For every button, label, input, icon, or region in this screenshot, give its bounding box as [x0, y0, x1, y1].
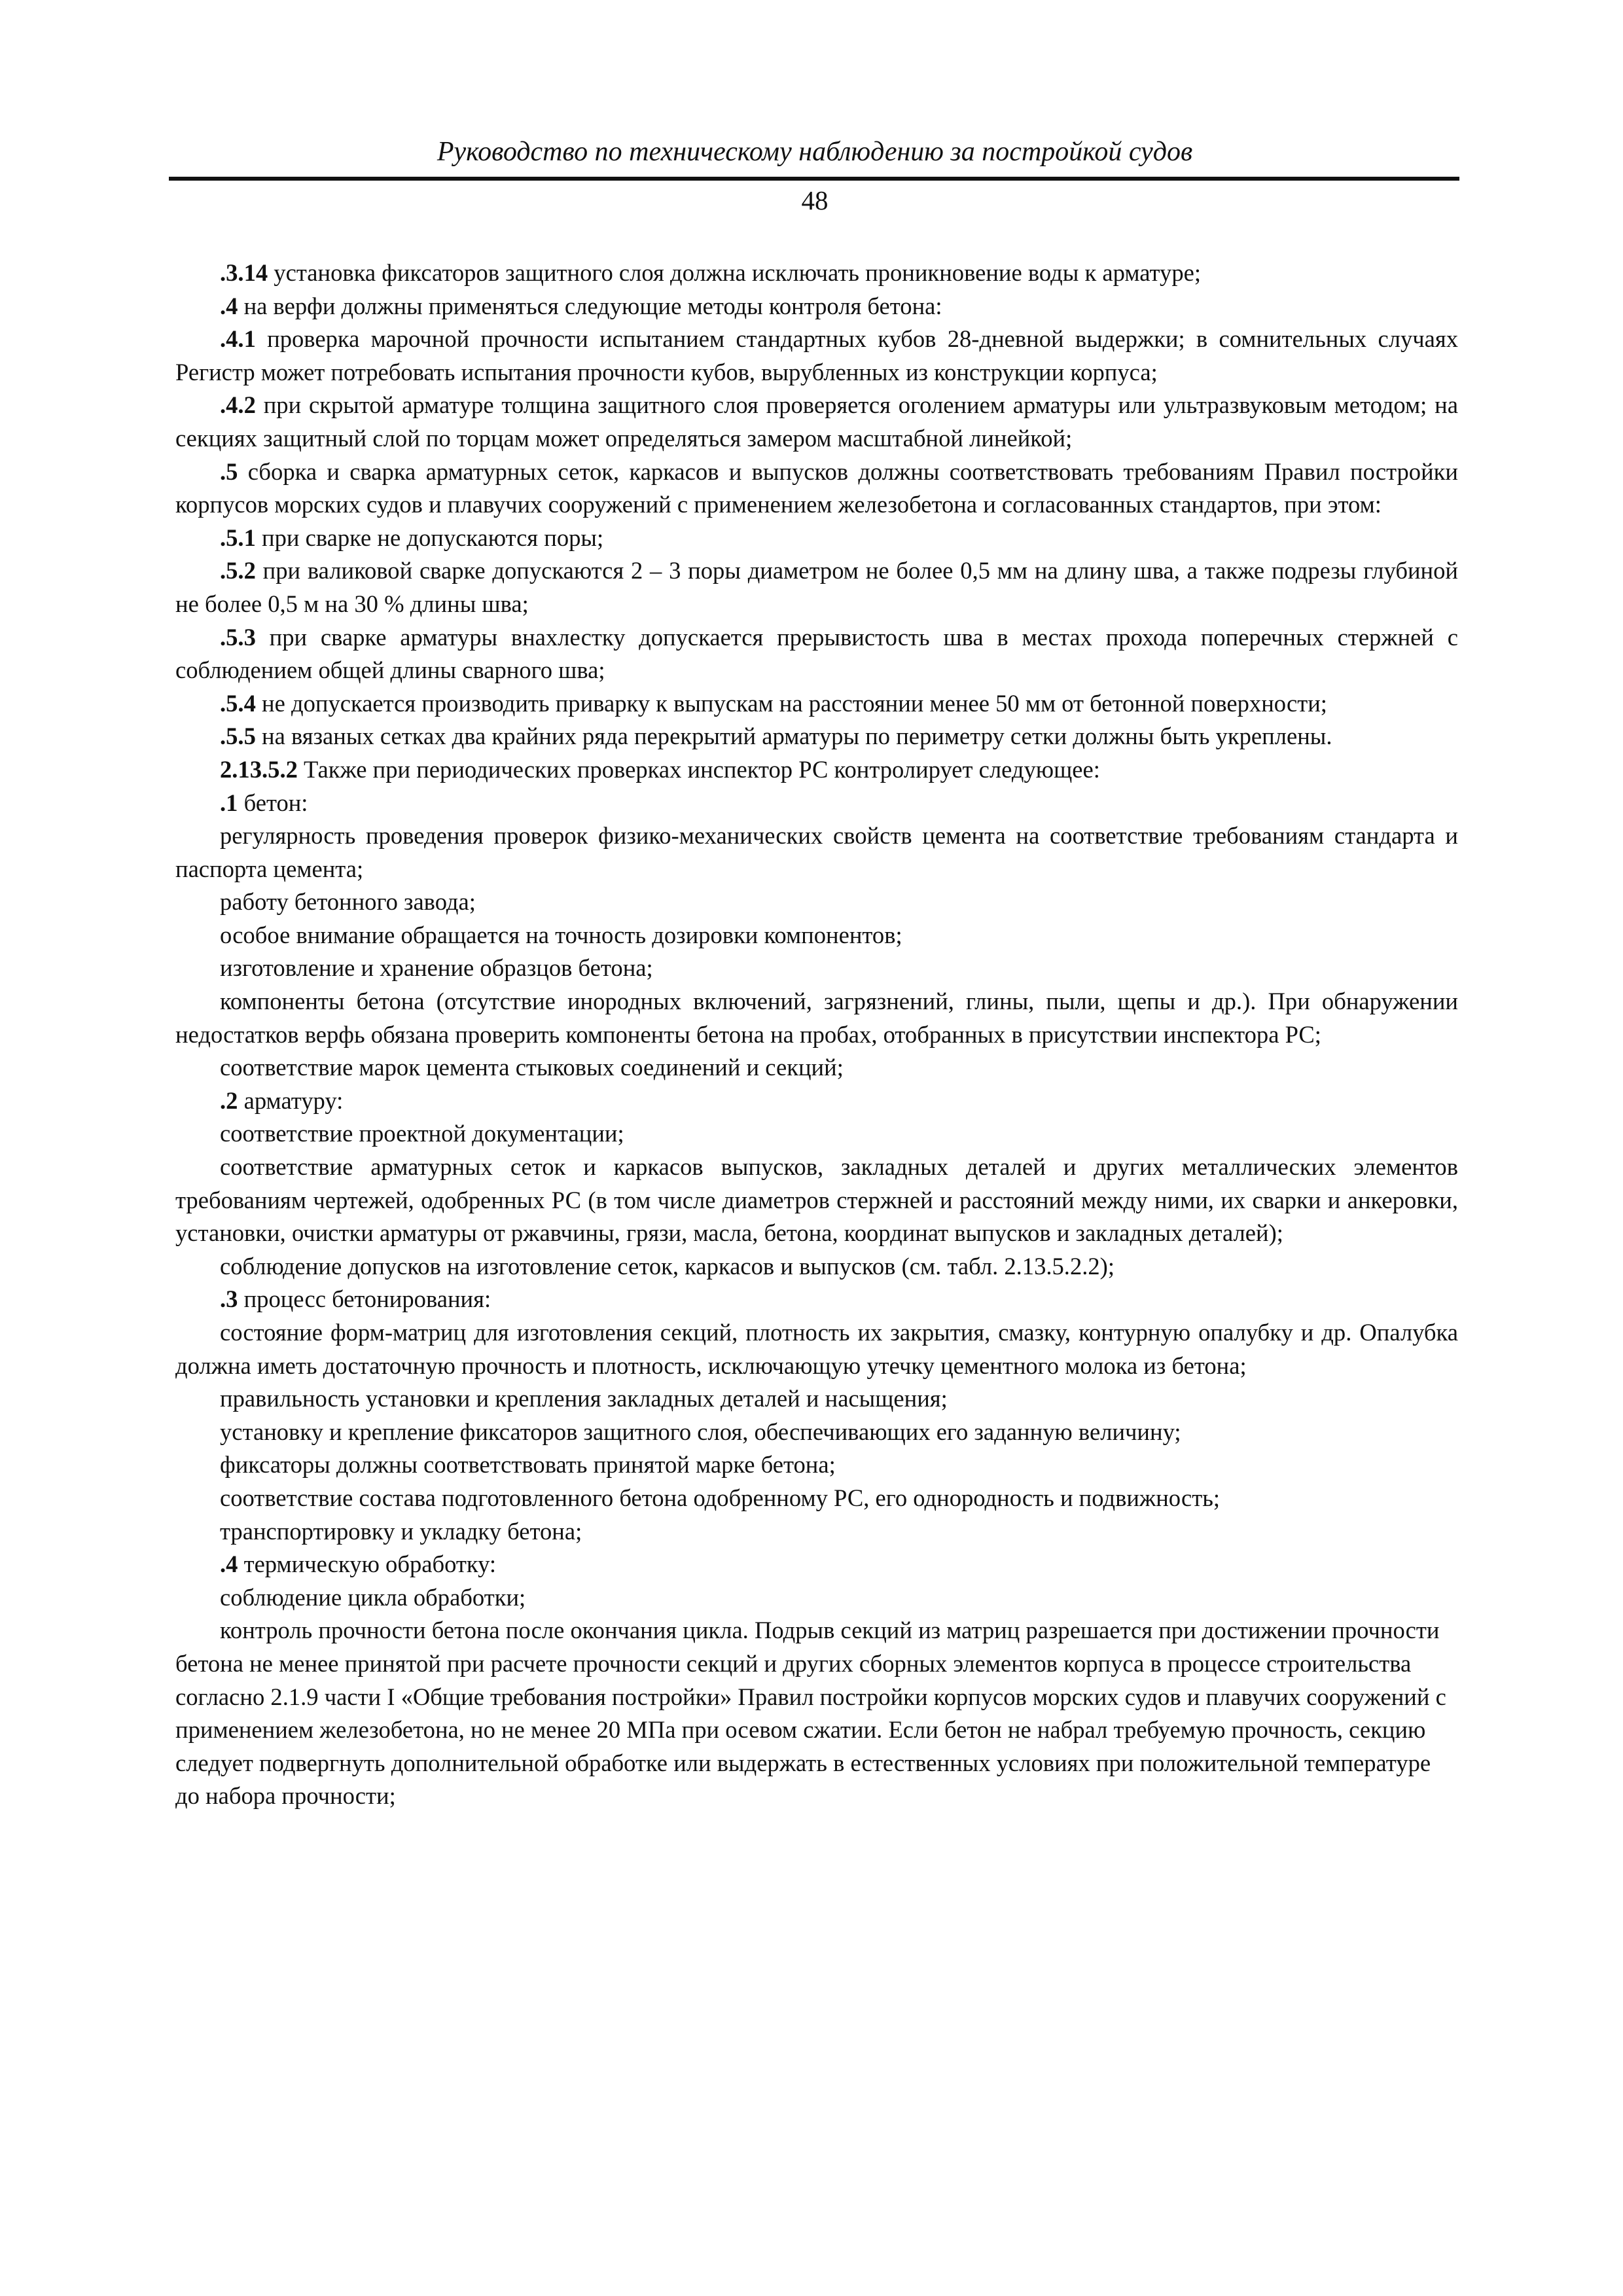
paragraph-text: бетон: — [238, 789, 308, 816]
paragraph — [175, 1515, 1458, 1549]
paragraph-text: правильность установки и крепления закладных деталей и насыщения; — [220, 1385, 948, 1412]
paragraph — [175, 1614, 1458, 1813]
clause-number: .3 — [220, 1285, 238, 1313]
paragraph-text: на верфи должны применяться следующие методы контроля бетона: — [238, 292, 942, 319]
paragraph — [175, 1416, 1458, 1449]
page-number: 48 — [801, 185, 829, 215]
paragraph — [175, 1250, 1458, 1283]
clause-number: .4 — [220, 292, 238, 319]
paragraph-text: арматуру: — [238, 1086, 344, 1114]
clause-number: .4.1 — [220, 325, 256, 353]
paragraph — [175, 1482, 1458, 1515]
paragraph — [175, 554, 1458, 620]
paragraph — [175, 720, 1458, 753]
clause-number: .1 — [220, 789, 238, 816]
clause-number: .5.3 — [220, 623, 256, 651]
paragraph — [175, 1448, 1458, 1482]
paragraph-text: не допускается производить приварку к выпускам на расстоянии менее 50 мм от бетонной поверхности; — [255, 689, 1327, 717]
paragraph-text: состояние форм-матриц для изготовления секций, плотность их закрытия, смазку, контурную опалубку и др. Опалубка должна иметь достаточную прочность и плотность, исключающую утечку цементного молока из бетона; — [175, 1319, 1458, 1379]
clause-number: .3.14 — [220, 259, 268, 286]
paragraph — [175, 1548, 1458, 1581]
clause-number: .5.1 — [220, 524, 256, 551]
paragraph-text: фиксаторы должны соответствовать принятой марке бетона; — [220, 1451, 836, 1479]
paragraph — [175, 1382, 1458, 1416]
header-divider — [169, 177, 1459, 181]
paragraph — [175, 257, 1458, 290]
paragraph-text: термическую обработку: — [238, 1551, 497, 1578]
paragraph — [175, 753, 1458, 787]
paragraph-text: при сварке не допускаются поры; — [255, 524, 604, 551]
document-body — [175, 257, 1458, 1813]
clause-number: .2 — [220, 1086, 238, 1114]
paragraph-text: контроль прочности бетона после окончания цикла. Подрыв секций из матриц разрешается при достижении прочности бетона не менее принятой при расчете прочности секций и других сборных элементов корпуса в процессе строительства согласно 2.1.9 части I «Общие требования постройки» Правил постройки корпусов морских судов и плавучих сооружений с применением железобетона, но не менее 20 МПа при осевом сжатии. Если бетон не набрал требуемую прочность, секцию следует подвергнуть дополнительной обработке или выдержать в естественных условиях при положительной температуре до набора прочности; — [175, 1617, 1446, 1810]
paragraph — [175, 1581, 1458, 1615]
paragraph — [175, 323, 1458, 389]
paragraph — [175, 456, 1458, 522]
paragraph — [175, 290, 1458, 323]
paragraph-text: работу бетонного завода; — [220, 888, 476, 916]
paragraph — [175, 1117, 1458, 1151]
clause-number: .4 — [220, 1551, 238, 1578]
paragraph-text: регулярность проведения проверок физико-механических свойств цемента на соответствие требованиям стандарта и паспорта цемента; — [175, 822, 1458, 882]
paragraph — [175, 389, 1458, 455]
clause-number: .5.4 — [220, 689, 256, 717]
clause-number: 2.13.5.2 — [220, 755, 298, 783]
paragraph-text: при скрытой арматуре толщина защитного слоя проверяется оголением арматуры или ультразвуковым методом; на секциях защитный слой по торцам может определяться замером масштабной линейкой; — [175, 391, 1458, 452]
paragraph-text: соответствие арматурных сеток и каркасов выпусков, закладных деталей и других металлических элементов требованиям чертежей, одобренных РС (в том числе диаметров стержней и расстояний между ними, их сварки и анкеровки, установки, очистки арматуры от ржавчины, грязи, масла, бетона, координат выпусков и закладных деталей); — [175, 1153, 1458, 1247]
clause-number: .4.2 — [220, 391, 256, 419]
paragraph-text: соответствие марок цемента стыковых соединений и секций; — [220, 1054, 844, 1081]
paragraph-text: соответствие состава подготовленного бетона одобренному РС, его однородность и подвижность; — [220, 1484, 1221, 1511]
clause-number: .5.2 — [220, 557, 256, 584]
paragraph-text: компоненты бетона (отсутствие инородных включений, загрязнений, глины, пыли, щепы и др.). При обнаружении недостатков верфь обязана проверить компоненты бетона на пробах, отобранных в присутствии инспектора РС; — [175, 988, 1458, 1048]
paragraph — [175, 1316, 1458, 1382]
paragraph-text: установку и крепление фиксаторов защитного слоя, обеспечивающих его заданную величину; — [220, 1418, 1181, 1445]
paragraph-text: соответствие проектной документации; — [220, 1120, 624, 1147]
paragraph-text: при сварке арматуры внахлестку допускается прерывистость шва в местах прохода поперечных стержней с соблюдением общей длины сварного шва; — [175, 623, 1458, 684]
paragraph-text: соблюдение цикла обработки; — [220, 1583, 526, 1611]
paragraph-text: при валиковой сварке допускаются 2 – 3 поры диаметром не более 0,5 мм на длину шва, а также подрезы глубиной не более 0,5 м на 30 % длины шва; — [175, 557, 1458, 617]
paragraph-text: проверка марочной прочности испытанием стандартных кубов 28-дневной выдержки; в сомнительных случаях Регистр может потребовать испытания прочности кубов, вырубленных из конструкции корпуса; — [175, 325, 1458, 386]
clause-number: .5 — [220, 457, 238, 485]
paragraph — [175, 1151, 1458, 1250]
paragraph-text: установка фиксаторов защитного слоя должна исключать проникновение воды к арматуре; — [268, 259, 1202, 286]
running-header-title: Руководство по техническому наблюдению за постройкой судов — [437, 137, 1193, 167]
paragraph-text: процесс бетонирования: — [238, 1285, 491, 1313]
paragraph-text: сборка и сварка арматурных сеток, каркасов и выпусков должны соответствовать требованиям Правил постройки корпусов морских судов и плавучих сооружений с применением железобетона и согласованных стандартов, при этом: — [175, 457, 1458, 518]
paragraph — [175, 1283, 1458, 1316]
paragraph — [175, 919, 1458, 952]
paragraph-text: транспортировку и укладку бетона; — [220, 1517, 582, 1545]
paragraph — [175, 621, 1458, 687]
paragraph-text: на вязаных сетках два крайних ряда перекрытий арматуры по периметру сетки должны быть укреплены. — [255, 723, 1332, 750]
paragraph — [175, 522, 1458, 555]
paragraph — [175, 985, 1458, 1051]
paragraph — [175, 886, 1458, 919]
paragraph — [175, 1085, 1458, 1118]
paragraph — [175, 787, 1458, 820]
paragraph-text: особое внимание обращается на точность дозировки компонентов; — [220, 921, 902, 948]
paragraph — [175, 1051, 1458, 1085]
paragraph-text: соблюдение допусков на изготовление сеток, каркасов и выпусков (см. табл. 2.13.5.2.2); — [220, 1252, 1115, 1280]
paragraph-text: Также при периодических проверках инспектор РС контролирует следующее: — [297, 755, 1100, 783]
clause-number: .5.5 — [220, 723, 256, 750]
paragraph-text: изготовление и хранение образцов бетона; — [220, 954, 653, 982]
paragraph — [175, 819, 1458, 886]
paragraph — [175, 687, 1458, 721]
paragraph — [175, 952, 1458, 985]
